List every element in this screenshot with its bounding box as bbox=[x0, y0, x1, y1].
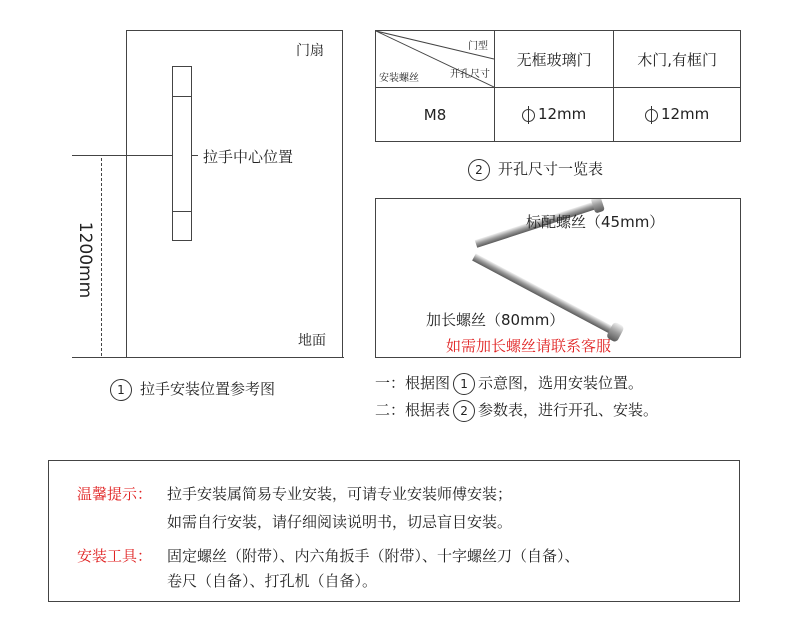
caption-text: 拉手安装位置参考图 bbox=[140, 380, 276, 398]
door-label: 门扇 bbox=[296, 43, 324, 59]
caption-number: 2 bbox=[468, 159, 490, 181]
standard-screw-label: 标配螺丝（45mm） bbox=[526, 213, 665, 231]
long-screw-label: 加长螺丝（80mm） bbox=[426, 311, 565, 329]
step-prefix: 一：根据图 bbox=[375, 374, 451, 392]
tools-line-2: 卷尺（自备）、打孔机（自备）。 bbox=[167, 572, 378, 590]
table-header-frameless-glass: 无框玻璃门 bbox=[495, 31, 614, 88]
handle-joint-bottom bbox=[172, 211, 192, 212]
step-2 bbox=[375, 399, 658, 422]
table-cell-val1 bbox=[495, 88, 614, 142]
caption-number: 1 bbox=[110, 379, 132, 401]
tools-label: 安装工具： bbox=[77, 547, 153, 565]
notice-box bbox=[48, 460, 740, 602]
height-label: 1200mm bbox=[75, 221, 95, 299]
diag-screw: 安装螺丝 bbox=[379, 73, 419, 84]
table-diagonal-header bbox=[376, 31, 495, 88]
diameter-icon bbox=[645, 106, 658, 124]
door-panel bbox=[126, 30, 343, 358]
hole-size-table bbox=[375, 30, 741, 142]
table-cell-screw: M8 bbox=[376, 88, 495, 142]
table-header-wood-door: 木门,有框门 bbox=[614, 31, 741, 88]
height-dimension-line bbox=[101, 158, 102, 356]
step-1 bbox=[375, 372, 643, 395]
screw-photo-box bbox=[375, 198, 741, 358]
step-ref-number: 1 bbox=[453, 373, 475, 395]
diagram1-caption bbox=[110, 378, 275, 401]
diag-hole-size: 开孔尺寸 bbox=[450, 69, 490, 80]
handle-joint-top bbox=[172, 96, 192, 97]
step-suffix: 参数表，进行开孔、安装。 bbox=[478, 401, 659, 419]
step-prefix: 二：根据表 bbox=[375, 401, 451, 419]
door-handle bbox=[172, 66, 192, 241]
tip-line-2: 如需自行安装，请仔细阅读说明书，切忌盲目安装。 bbox=[167, 513, 513, 531]
value-text: 12mm bbox=[537, 105, 587, 124]
table-caption bbox=[468, 158, 603, 181]
step-ref-number: 2 bbox=[453, 400, 475, 422]
tip-label: 温馨提示： bbox=[77, 485, 153, 503]
value-text: 12mm bbox=[660, 105, 710, 124]
table-cell-val2 bbox=[614, 88, 741, 142]
diameter-icon bbox=[522, 106, 535, 124]
step-suffix: 示意图，选用安装位置。 bbox=[478, 374, 644, 392]
tip-line-1: 拉手安装属简易专业安装，可请专业安装师傅安装； bbox=[167, 485, 513, 503]
tools-line-1: 固定螺丝（附带）、内六角扳手（附带）、十字螺丝刀（自备）、 bbox=[167, 547, 580, 565]
handle-center-label: 拉手中心位置 bbox=[203, 148, 294, 166]
caption-text: 开孔尺寸一览表 bbox=[498, 160, 604, 178]
floor-line bbox=[72, 357, 344, 358]
contact-service-note: 如需加长螺丝请联系客服 bbox=[446, 337, 612, 355]
floor-label: 地面 bbox=[298, 333, 326, 349]
diag-door-type: 门型 bbox=[468, 41, 488, 52]
